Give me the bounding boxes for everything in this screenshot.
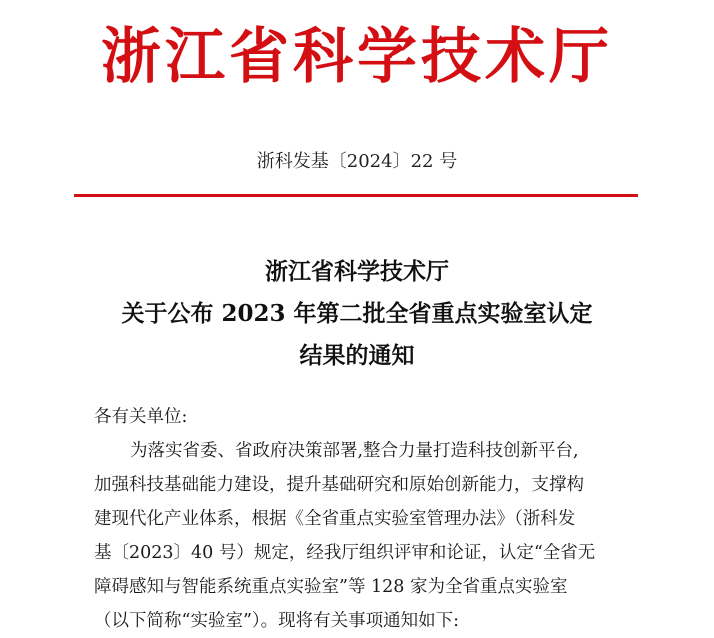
salutation: 各有关单位: [94, 407, 188, 427]
body-line-3: 建现代化产业体系，根据《全省重点实验室管理办法》（浙科发 [94, 509, 576, 529]
title-line-2: 关于公布 2023 年第二批全省重点实验室认定 [121, 300, 593, 327]
body-line-4: 基〔2023〕40 号）规定，经我厅组织评审和论证，认定“全省无 [94, 543, 596, 563]
notice-title [0, 251, 714, 377]
red-divider-line [74, 194, 638, 197]
body-line-2: 加强科技基础能力建设，提升基础研究和原始创新能力，支撑构 [94, 475, 584, 495]
body-line-1: 为落实省委、省政府决策部署,整合力量打造科技创新平台, [130, 441, 579, 461]
body-line-6: （以下简称“实验室”）。现将有关事项通知如下: [94, 611, 460, 631]
title-line-1: 浙江省科学技术厅 [265, 258, 449, 285]
title-line-3: 结果的通知 [299, 342, 415, 369]
issuer-masthead: 浙江省科学技术厅 [101, 22, 613, 92]
document-number: 浙科发基〔2024〕22 号 [256, 151, 458, 172]
body-line-5: 障碍感知与智能系统重点实验室”等 128 家为全省重点实验室 [94, 577, 568, 597]
notice-body [94, 400, 634, 638]
